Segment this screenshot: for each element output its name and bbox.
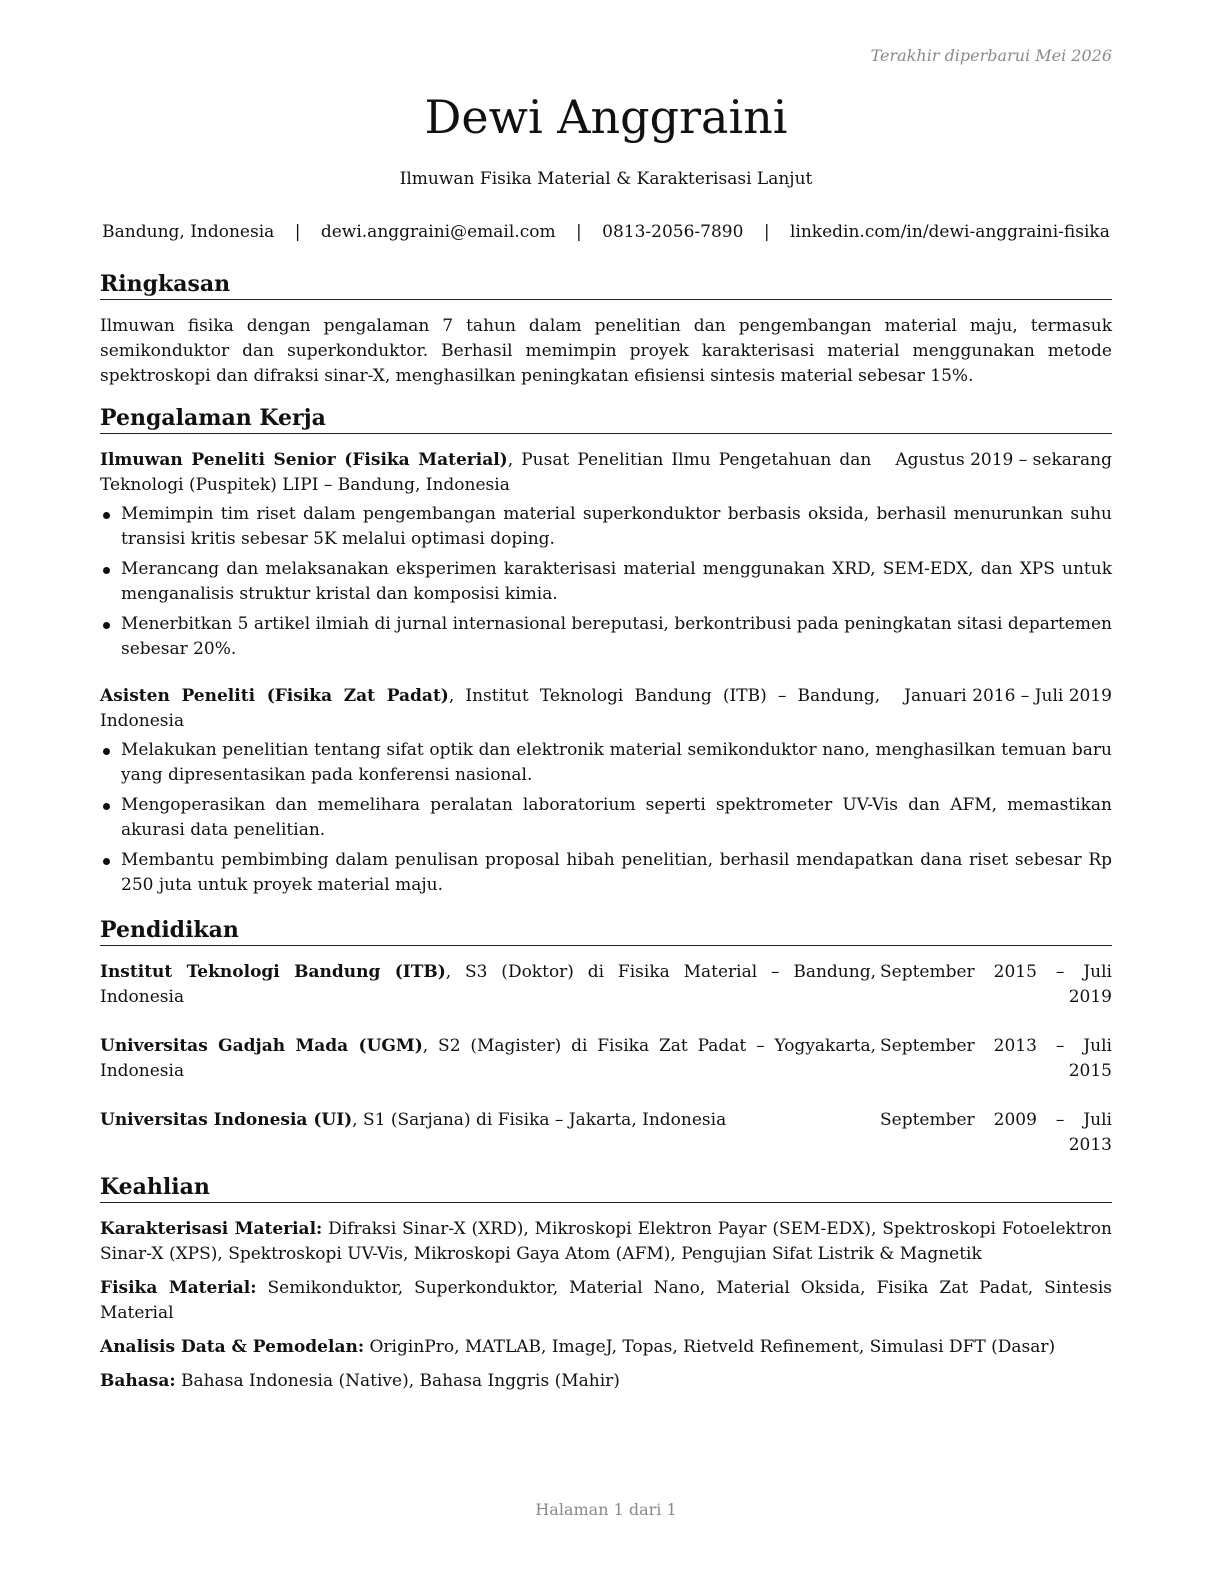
experience-section <box>100 404 1112 903</box>
education-degree: , S1 (Sarjana) di Fisika – Jakarta, Indonesia <box>352 1110 727 1130</box>
education-dates: September 2009 – Juli 2013 <box>880 1110 1112 1155</box>
contact-phone: 0813-2056-7890 <box>602 222 744 242</box>
candidate-name: Dewi Anggraini <box>424 90 788 144</box>
skill-label: Bahasa: <box>100 1371 176 1391</box>
education-school: Universitas Indonesia (UI) <box>100 1110 353 1130</box>
education-title-line <box>100 1108 876 1158</box>
job-entry <box>100 448 1112 662</box>
education-school: Institut Teknologi Bandung (ITB) <box>100 962 446 982</box>
summary-text: Ilmuwan fisika dengan pengalaman 7 tahun dalam penelitian dan pengembangan material maju, termasuk semikonduktor dan superkonduktor. Berhasil memimpin proyek karakterisasi material menggunakan metode spektroskopi dan difraksi sinar-X, menghasilkan peningkatan efisiensi sintesis material sebesar 15%. <box>100 316 1112 386</box>
skill-row <box>100 1335 1112 1360</box>
job-dates: Januari 2016 – Juli 2019 <box>904 686 1112 706</box>
skill-value: Semikonduktor, Superkonduktor, Material Nano, Material Oksida, Fisika Zat Padat, Sintesis Material <box>100 1278 1112 1323</box>
skills-list <box>100 1217 1112 1394</box>
job-header <box>100 448 1112 498</box>
job-bullets <box>100 738 1112 898</box>
job-bullet: Menerbitkan 5 artikel ilmiah di jurnal internasional bereputasi, berkontribusi pada peningkatan sitasi departemen sebesar 20%. <box>100 612 1112 662</box>
skill-row <box>100 1217 1112 1267</box>
summary-heading: Ringkasan <box>100 270 1112 300</box>
skill-value: Bahasa Indonesia (Native), Bahasa Inggris (Mahir) <box>175 1371 620 1391</box>
summary-section <box>100 270 1112 389</box>
skill-row <box>100 1276 1112 1326</box>
education-entry <box>100 1108 1112 1158</box>
education-section <box>100 916 1112 1158</box>
skill-value: OriginPro, MATLAB, ImageJ, Topas, Rietveld Refinement, Simulasi DFT (Dasar) <box>364 1337 1056 1357</box>
experience-heading: Pengalaman Kerja <box>100 404 1112 434</box>
page-number-footer: Halaman 1 dari 1 <box>535 1500 677 1519</box>
education-school: Universitas Gadjah Mada (UGM) <box>100 1036 423 1056</box>
skill-label: Analisis Data & Pemodelan: <box>100 1337 365 1357</box>
skill-label: Fisika Material: <box>100 1278 257 1298</box>
contact-separator: | <box>294 222 301 242</box>
job-bullet: Membantu pembimbing dalam penulisan proposal hibah penelitian, berhasil mendapatkan dana riset sebesar Rp 250 juta untuk proyek material maju. <box>100 848 1112 898</box>
education-entry <box>100 960 1112 1010</box>
job-role: Ilmuwan Peneliti Senior (Fisika Material) <box>100 450 508 470</box>
job-title-line <box>100 448 871 498</box>
contact-linkedin[interactable]: linkedin.com/in/dewi-anggraini-fisika <box>789 222 1110 242</box>
job-dates: Agustus 2019 – sekarang <box>895 450 1112 470</box>
education-title-line <box>100 960 876 1010</box>
job-title-line <box>100 684 880 734</box>
education-degree: , S2 (Magister) di Fisika Zat Padat – Yogyakarta, Indonesia <box>100 1036 876 1081</box>
education-entry <box>100 1034 1112 1084</box>
job-bullet: Mengoperasikan dan memelihara peralatan laboratorium seperti spektrometer UV-Vis dan AFM, memastikan akurasi data penelitian. <box>100 793 1112 843</box>
skill-value: Difraksi Sinar-X (XRD), Mikroskopi Elektron Payar (SEM-EDX), Spektroskopi Fotoelektron Sinar-X (XPS), Spektroskopi UV-Vis, Mikroskopi Gaya Atom (AFM), Pengujian Sifat Listrik & Magnetik <box>100 1219 1112 1264</box>
job-role: Asisten Peneliti (Fisika Zat Padat) <box>100 686 449 706</box>
education-heading: Pendidikan <box>100 916 1112 946</box>
last-updated-note: Terakhir diperbarui Mei 2026 <box>870 46 1112 65</box>
skill-label: Karakterisasi Material: <box>100 1219 323 1239</box>
job-header <box>100 684 1112 734</box>
contact-separator: | <box>576 222 582 242</box>
contact-location: Bandung, Indonesia <box>102 222 275 242</box>
job-bullet: Merancang dan melaksanakan eksperimen karakterisasi material menggunakan XRD, SEM-EDX, dan XPS untuk menganalisis struktur kristal dan komposisi kimia. <box>100 557 1112 607</box>
contact-line <box>100 220 1112 244</box>
education-dates: September 2015 – Juli 2019 <box>880 962 1112 1007</box>
skills-section <box>100 1173 1112 1403</box>
job-bullets <box>100 502 1112 662</box>
job-bullet: Melakukan penelitian tentang sifat optik dan elektronik material semikonduktor nano, menghasilkan temuan baru yang dipresentasikan pada konferensi nasional. <box>100 738 1112 788</box>
education-degree: , S3 (Doktor) di Fisika Material – Bandung, Indonesia <box>100 962 876 1007</box>
job-entry <box>100 684 1112 898</box>
skill-row <box>100 1369 1112 1394</box>
education-title-line <box>100 1034 876 1084</box>
candidate-title: Ilmuwan Fisika Material & Karakterisasi Lanjut <box>399 169 813 189</box>
skills-heading: Keahlian <box>100 1173 1112 1203</box>
job-bullet: Memimpin tim riset dalam pengembangan material superkonduktor berbasis oksida, berhasil menurunkan suhu transisi kritis sebesar 5K melalui optimasi doping. <box>100 502 1112 552</box>
contact-email[interactable]: dewi.anggraini@email.com <box>320 222 556 242</box>
contact-separator: | <box>763 222 770 242</box>
education-dates: September 2013 – Juli 2015 <box>880 1036 1112 1081</box>
job-organization: , Institut Teknologi Bandung (ITB) – Bandung, Indonesia <box>100 686 881 731</box>
job-organization: , Pusat Penelitian Ilmu Pengetahuan dan Teknologi (Puspitek) LIPI – Bandung, Indonesia <box>100 450 872 495</box>
